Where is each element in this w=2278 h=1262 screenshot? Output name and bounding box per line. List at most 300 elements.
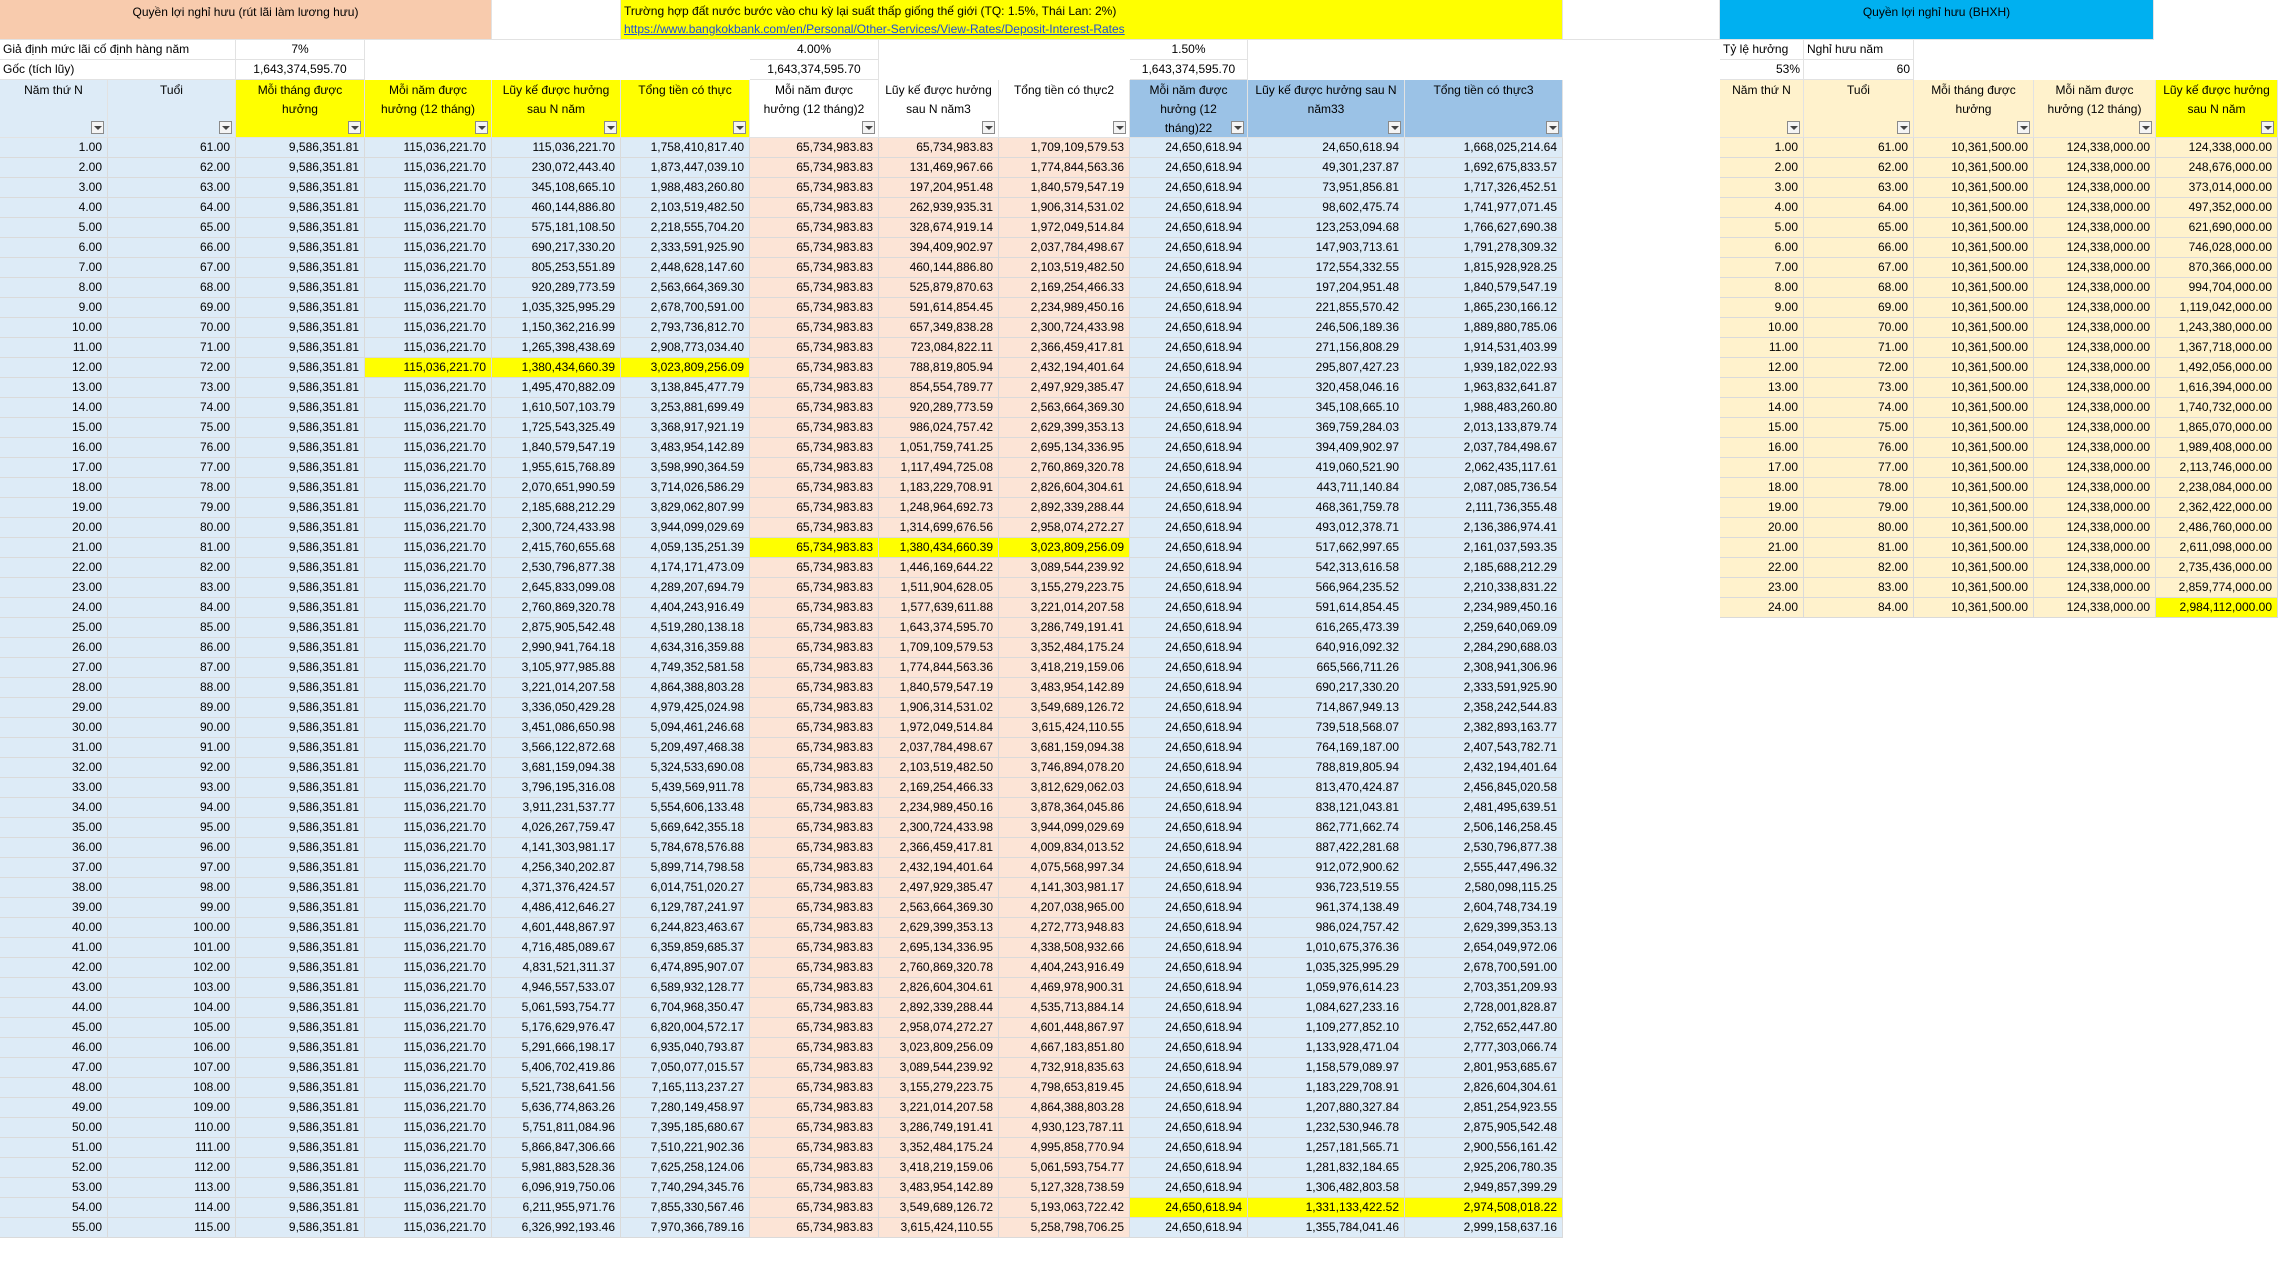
- table-cell[interactable]: 108.00: [108, 1078, 236, 1098]
- filter-dropdown-icon[interactable]: [475, 121, 488, 134]
- table-cell[interactable]: 98.00: [108, 878, 236, 898]
- table-cell[interactable]: 115,036,221.70: [365, 238, 492, 258]
- table-cell[interactable]: 591,614,854.45: [879, 298, 999, 318]
- table-cell[interactable]: 9,586,351.81: [236, 1098, 365, 1118]
- table-cell[interactable]: 5,324,533,690.08: [621, 758, 750, 778]
- table-cell[interactable]: 690,217,330.20: [492, 238, 621, 258]
- table-cell[interactable]: 3,878,364,045.86: [999, 798, 1130, 818]
- bhxh-table-cell[interactable]: 124,338,000.00: [2034, 378, 2156, 398]
- table-cell[interactable]: 4,519,280,138.18: [621, 618, 750, 638]
- table-cell[interactable]: 24,650,618.94: [1130, 338, 1248, 358]
- table-cell[interactable]: 9,586,351.81: [236, 238, 365, 258]
- table-cell[interactable]: 65,734,983.83: [750, 1018, 879, 1038]
- table-cell[interactable]: 3,714,026,586.29: [621, 478, 750, 498]
- table-cell[interactable]: 1,183,229,708.91: [1248, 1078, 1405, 1098]
- bhxh-table-cell[interactable]: 10,361,500.00: [1914, 338, 2034, 358]
- bhxh-table-cell[interactable]: 124,338,000.00: [2034, 138, 2156, 158]
- table-cell[interactable]: 68.00: [108, 278, 236, 298]
- table-cell[interactable]: 9,586,351.81: [236, 578, 365, 598]
- table-cell[interactable]: 6,014,751,020.27: [621, 878, 750, 898]
- table-cell[interactable]: 65,734,983.83: [750, 1198, 879, 1218]
- bhxh-table-cell[interactable]: 124,338,000.00: [2034, 298, 2156, 318]
- table-cell[interactable]: 115,036,221.70: [365, 458, 492, 478]
- table-cell[interactable]: 2,695,134,336.95: [999, 438, 1130, 458]
- table-cell[interactable]: 2,958,074,272.27: [879, 1018, 999, 1038]
- table-cell[interactable]: 9,586,351.81: [236, 1198, 365, 1218]
- table-cell[interactable]: 26.00: [0, 638, 108, 658]
- table-cell[interactable]: 3,368,917,921.19: [621, 418, 750, 438]
- table-cell[interactable]: 42.00: [0, 958, 108, 978]
- table-cell[interactable]: 2,892,339,288.44: [879, 998, 999, 1018]
- table-cell[interactable]: 70.00: [108, 318, 236, 338]
- bhxh-table-cell[interactable]: 77.00: [1804, 458, 1914, 478]
- table-cell[interactable]: 3,352,484,175.24: [999, 638, 1130, 658]
- table-cell[interactable]: 2,645,833,099.08: [492, 578, 621, 598]
- bhxh-table-cell[interactable]: 870,366,000.00: [2156, 258, 2278, 278]
- table-cell[interactable]: 24,650,618.94: [1130, 958, 1248, 978]
- table-cell[interactable]: 24,650,618.94: [1130, 698, 1248, 718]
- table-cell[interactable]: 65,734,983.83: [750, 198, 879, 218]
- table-cell[interactable]: 65,734,983.83: [879, 138, 999, 158]
- table-cell[interactable]: 9,586,351.81: [236, 158, 365, 178]
- table-cell[interactable]: 54.00: [0, 1198, 108, 1218]
- rate-c-value[interactable]: 1.50%: [1130, 40, 1248, 60]
- bhxh-table-cell[interactable]: 71.00: [1804, 338, 1914, 358]
- table-cell[interactable]: 65,734,983.83: [750, 558, 879, 578]
- table-cell[interactable]: 2,300,724,433.98: [999, 318, 1130, 338]
- table-cell[interactable]: 4,272,773,948.83: [999, 918, 1130, 938]
- table-cell[interactable]: 9,586,351.81: [236, 378, 365, 398]
- filter-dropdown-icon[interactable]: [91, 121, 104, 134]
- table-cell[interactable]: 115,036,221.70: [365, 1058, 492, 1078]
- table-cell[interactable]: 887,422,281.68: [1248, 838, 1405, 858]
- table-cell[interactable]: 65,734,983.83: [750, 958, 879, 978]
- table-cell[interactable]: 49,301,237.87: [1248, 158, 1405, 178]
- table-cell[interactable]: 1,380,434,660.39: [879, 538, 999, 558]
- table-cell[interactable]: 5,439,569,911.78: [621, 778, 750, 798]
- table-cell[interactable]: 115,036,221.70: [365, 818, 492, 838]
- bhxh-table-cell[interactable]: 124,338,000.00: [2034, 438, 2156, 458]
- bhxh-table-cell[interactable]: 373,014,000.00: [2156, 178, 2278, 198]
- table-cell[interactable]: 115,036,221.70: [365, 518, 492, 538]
- table-cell[interactable]: 65,734,983.83: [750, 358, 879, 378]
- table-cell[interactable]: 51.00: [0, 1138, 108, 1158]
- table-cell[interactable]: 714,867,949.13: [1248, 698, 1405, 718]
- table-cell[interactable]: 9,586,351.81: [236, 518, 365, 538]
- filter-dropdown-icon[interactable]: [733, 121, 746, 134]
- table-cell[interactable]: 72.00: [108, 358, 236, 378]
- table-cell[interactable]: 61.00: [108, 138, 236, 158]
- bhxh-table-cell[interactable]: 2,984,112,000.00: [2156, 598, 2278, 618]
- header-cumulative[interactable]: [492, 80, 621, 138]
- table-cell[interactable]: 90.00: [108, 718, 236, 738]
- table-cell[interactable]: 86.00: [108, 638, 236, 658]
- table-cell[interactable]: 1,840,579,547.19: [1405, 278, 1563, 298]
- principal-main-value[interactable]: 1,643,374,595.70: [236, 60, 365, 80]
- table-cell[interactable]: 394,409,902.97: [1248, 438, 1405, 458]
- table-cell[interactable]: 24,650,618.94: [1130, 358, 1248, 378]
- table-cell[interactable]: 1,865,230,166.12: [1405, 298, 1563, 318]
- table-cell[interactable]: 1,084,627,233.16: [1248, 998, 1405, 1018]
- bhxh-table-cell[interactable]: 7.00: [1720, 258, 1804, 278]
- header-total2[interactable]: [999, 80, 1130, 138]
- table-cell[interactable]: 468,361,759.78: [1248, 498, 1405, 518]
- table-cell[interactable]: 2,793,736,812.70: [621, 318, 750, 338]
- table-cell[interactable]: 2,037,784,498.67: [1405, 438, 1563, 458]
- table-cell[interactable]: 115,036,221.70: [365, 198, 492, 218]
- table-cell[interactable]: 115,036,221.70: [365, 798, 492, 818]
- table-cell[interactable]: 1,988,483,260.80: [1405, 398, 1563, 418]
- table-cell[interactable]: 2,497,929,385.47: [879, 878, 999, 898]
- bhxh-table-cell[interactable]: 10,361,500.00: [1914, 418, 2034, 438]
- table-cell[interactable]: 24,650,618.94: [1130, 1018, 1248, 1038]
- table-cell[interactable]: 9,586,351.81: [236, 998, 365, 1018]
- bhxh-table-cell[interactable]: 11.00: [1720, 338, 1804, 358]
- table-cell[interactable]: 24,650,618.94: [1130, 978, 1248, 998]
- table-cell[interactable]: 123,253,094.68: [1248, 218, 1405, 238]
- table-cell[interactable]: 2,037,784,498.67: [879, 738, 999, 758]
- table-cell[interactable]: 6,820,004,572.17: [621, 1018, 750, 1038]
- bhxh-table-cell[interactable]: 10,361,500.00: [1914, 278, 2034, 298]
- bhxh-table-cell[interactable]: 2,362,422,000.00: [2156, 498, 2278, 518]
- bhxh-table-cell[interactable]: 10,361,500.00: [1914, 258, 2034, 278]
- table-cell[interactable]: 24,650,618.94: [1130, 398, 1248, 418]
- table-cell[interactable]: 109.00: [108, 1098, 236, 1118]
- table-cell[interactable]: 5,291,666,198.17: [492, 1038, 621, 1058]
- bhxh-table-cell[interactable]: 70.00: [1804, 318, 1914, 338]
- table-cell[interactable]: 5,094,461,246.68: [621, 718, 750, 738]
- filter-dropdown-icon[interactable]: [982, 121, 995, 134]
- table-cell[interactable]: 2,432,194,401.64: [879, 858, 999, 878]
- table-cell[interactable]: 65,734,983.83: [750, 238, 879, 258]
- table-cell[interactable]: 91.00: [108, 738, 236, 758]
- bhxh-table-cell[interactable]: 84.00: [1804, 598, 1914, 618]
- table-cell[interactable]: 44.00: [0, 998, 108, 1018]
- bhxh-table-cell[interactable]: 12.00: [1720, 358, 1804, 378]
- table-cell[interactable]: 5,981,883,528.36: [492, 1158, 621, 1178]
- table-cell[interactable]: 2,448,628,147.60: [621, 258, 750, 278]
- table-cell[interactable]: 38.00: [0, 878, 108, 898]
- table-cell[interactable]: 3,483,954,142.89: [621, 438, 750, 458]
- table-cell[interactable]: 77.00: [108, 458, 236, 478]
- table-cell[interactable]: 4,338,508,932.66: [999, 938, 1130, 958]
- table-cell[interactable]: 1,774,844,563.36: [999, 158, 1130, 178]
- bhxh-table-cell[interactable]: 10,361,500.00: [1914, 218, 2034, 238]
- table-cell[interactable]: 24,650,618.94: [1130, 498, 1248, 518]
- table-cell[interactable]: 115,036,221.70: [365, 1178, 492, 1198]
- table-cell[interactable]: 1,988,483,260.80: [621, 178, 750, 198]
- table-cell[interactable]: 9,586,351.81: [236, 298, 365, 318]
- bhxh-table-cell[interactable]: 4.00: [1720, 198, 1804, 218]
- table-cell[interactable]: 1,717,326,452.51: [1405, 178, 1563, 198]
- table-cell[interactable]: 65,734,983.83: [750, 318, 879, 338]
- table-cell[interactable]: 9,586,351.81: [236, 958, 365, 978]
- table-cell[interactable]: 65,734,983.83: [750, 1218, 879, 1238]
- table-cell[interactable]: 22.00: [0, 558, 108, 578]
- table-cell[interactable]: 2,530,796,877.38: [1405, 838, 1563, 858]
- table-cell[interactable]: 2,308,941,306.96: [1405, 658, 1563, 678]
- table-cell[interactable]: 24,650,618.94: [1130, 258, 1248, 278]
- bhxh-table-cell[interactable]: 124,338,000.00: [2034, 258, 2156, 278]
- table-cell[interactable]: 2,284,290,688.03: [1405, 638, 1563, 658]
- table-cell[interactable]: 114.00: [108, 1198, 236, 1218]
- bhxh-table-cell[interactable]: 10,361,500.00: [1914, 138, 2034, 158]
- table-cell[interactable]: 1,840,579,547.19: [492, 438, 621, 458]
- bhxh-table-cell[interactable]: 63.00: [1804, 178, 1914, 198]
- table-cell[interactable]: 81.00: [108, 538, 236, 558]
- table-cell[interactable]: 9,586,351.81: [236, 1038, 365, 1058]
- table-cell[interactable]: 1,281,832,184.65: [1248, 1158, 1405, 1178]
- table-cell[interactable]: 2,070,651,990.59: [492, 478, 621, 498]
- table-cell[interactable]: 24,650,618.94: [1248, 138, 1405, 158]
- bhxh-table-cell[interactable]: 8.00: [1720, 278, 1804, 298]
- table-cell[interactable]: 65,734,983.83: [750, 1158, 879, 1178]
- table-cell[interactable]: 2,407,543,782.71: [1405, 738, 1563, 758]
- table-cell[interactable]: 14.00: [0, 398, 108, 418]
- table-cell[interactable]: 2,456,845,020.58: [1405, 778, 1563, 798]
- bhxh-table-cell[interactable]: 248,676,000.00: [2156, 158, 2278, 178]
- table-cell[interactable]: 2,366,459,417.81: [879, 838, 999, 858]
- bhxh-table-cell[interactable]: 76.00: [1804, 438, 1914, 458]
- table-cell[interactable]: 24,650,618.94: [1130, 438, 1248, 458]
- table-cell[interactable]: 1,446,169,644.22: [879, 558, 999, 578]
- table-cell[interactable]: 5,521,738,641.56: [492, 1078, 621, 1098]
- table-cell[interactable]: 102.00: [108, 958, 236, 978]
- table-cell[interactable]: 2,801,953,685.67: [1405, 1058, 1563, 1078]
- table-cell[interactable]: 2,432,194,401.64: [999, 358, 1130, 378]
- table-cell[interactable]: 493,012,378.71: [1248, 518, 1405, 538]
- table-cell[interactable]: 34.00: [0, 798, 108, 818]
- table-cell[interactable]: 24,650,618.94: [1130, 718, 1248, 738]
- table-cell[interactable]: 1,840,579,547.19: [999, 178, 1130, 198]
- table-cell[interactable]: 115,036,221.70: [365, 998, 492, 1018]
- table-cell[interactable]: 9,586,351.81: [236, 398, 365, 418]
- table-cell[interactable]: 24,650,618.94: [1130, 1218, 1248, 1238]
- table-cell[interactable]: 35.00: [0, 818, 108, 838]
- principal-label[interactable]: Gốc (tích lũy): [0, 60, 236, 80]
- table-cell[interactable]: 2,234,989,450.16: [1405, 598, 1563, 618]
- table-cell[interactable]: 6,326,992,193.46: [492, 1218, 621, 1238]
- bhxh-table-cell[interactable]: 10,361,500.00: [1914, 318, 2034, 338]
- table-cell[interactable]: 2,851,254,923.55: [1405, 1098, 1563, 1118]
- bhxh-table-cell[interactable]: 64.00: [1804, 198, 1914, 218]
- table-cell[interactable]: 17.00: [0, 458, 108, 478]
- table-cell[interactable]: 65,734,983.83: [750, 578, 879, 598]
- table-cell[interactable]: 2,826,604,304.61: [1405, 1078, 1563, 1098]
- table-cell[interactable]: 2,752,652,447.80: [1405, 1018, 1563, 1038]
- table-cell[interactable]: 33.00: [0, 778, 108, 798]
- principal-b-value[interactable]: 1,643,374,595.70: [750, 60, 879, 80]
- table-cell[interactable]: 1,709,109,579.53: [879, 638, 999, 658]
- table-cell[interactable]: 64.00: [108, 198, 236, 218]
- table-cell[interactable]: 7.00: [0, 258, 108, 278]
- table-cell[interactable]: 5,258,798,706.25: [999, 1218, 1130, 1238]
- table-cell[interactable]: 28.00: [0, 678, 108, 698]
- table-cell[interactable]: 4,141,303,981.17: [492, 838, 621, 858]
- table-cell[interactable]: 2,111,736,355.48: [1405, 498, 1563, 518]
- table-cell[interactable]: 9,586,351.81: [236, 358, 365, 378]
- table-cell[interactable]: 115,036,221.70: [365, 318, 492, 338]
- bhxh-table-cell[interactable]: 21.00: [1720, 538, 1804, 558]
- bhxh-table-cell[interactable]: 124,338,000.00: [2034, 238, 2156, 258]
- table-cell[interactable]: 4,749,352,581.58: [621, 658, 750, 678]
- table-cell[interactable]: 115,036,221.70: [365, 978, 492, 998]
- bhxh-table-cell[interactable]: 1,989,408,000.00: [2156, 438, 2278, 458]
- table-cell[interactable]: 4,601,448,867.97: [999, 1018, 1130, 1038]
- table-cell[interactable]: 24,650,618.94: [1130, 378, 1248, 398]
- table-cell[interactable]: 3,598,990,364.59: [621, 458, 750, 478]
- table-cell[interactable]: 4.00: [0, 198, 108, 218]
- table-cell[interactable]: 2,826,604,304.61: [879, 978, 999, 998]
- table-cell[interactable]: 6,211,955,971.76: [492, 1198, 621, 1218]
- table-cell[interactable]: 2,497,929,385.47: [999, 378, 1130, 398]
- table-cell[interactable]: 24,650,618.94: [1130, 758, 1248, 778]
- table-cell[interactable]: 657,349,838.28: [879, 318, 999, 338]
- table-cell[interactable]: 24,650,618.94: [1130, 818, 1248, 838]
- table-cell[interactable]: 24,650,618.94: [1130, 1198, 1248, 1218]
- table-cell[interactable]: 9,586,351.81: [236, 438, 365, 458]
- table-cell[interactable]: 39.00: [0, 898, 108, 918]
- table-cell[interactable]: 24,650,618.94: [1130, 1038, 1248, 1058]
- section-mid-title-cell[interactable]: [621, 0, 1563, 40]
- table-cell[interactable]: 24,650,618.94: [1130, 558, 1248, 578]
- table-cell[interactable]: 100.00: [108, 918, 236, 938]
- table-cell[interactable]: 2,678,700,591.00: [1405, 958, 1563, 978]
- filter-dropdown-icon[interactable]: [1546, 121, 1559, 134]
- bhxh-header-cumulative[interactable]: [2156, 80, 2278, 138]
- table-cell[interactable]: 1,117,494,725.08: [879, 458, 999, 478]
- table-cell[interactable]: 115,036,221.70: [365, 738, 492, 758]
- table-cell[interactable]: 18.00: [0, 478, 108, 498]
- table-cell[interactable]: 838,121,043.81: [1248, 798, 1405, 818]
- table-cell[interactable]: 1,577,639,611.88: [879, 598, 999, 618]
- bhxh-table-cell[interactable]: 124,338,000.00: [2034, 538, 2156, 558]
- table-cell[interactable]: 542,313,616.58: [1248, 558, 1405, 578]
- table-cell[interactable]: 24,650,618.94: [1130, 1078, 1248, 1098]
- table-cell[interactable]: 2,728,001,828.87: [1405, 998, 1563, 1018]
- table-cell[interactable]: 2,629,399,353.13: [879, 918, 999, 938]
- bhxh-retire-value[interactable]: 60: [1804, 60, 1914, 80]
- table-cell[interactable]: 115,036,221.70: [365, 398, 492, 418]
- table-cell[interactable]: 2.00: [0, 158, 108, 178]
- table-cell[interactable]: 65,734,983.83: [750, 778, 879, 798]
- table-cell[interactable]: 723,084,822.11: [879, 338, 999, 358]
- bhxh-table-cell[interactable]: 10,361,500.00: [1914, 238, 2034, 258]
- table-cell[interactable]: 24,650,618.94: [1130, 778, 1248, 798]
- table-cell[interactable]: 93.00: [108, 778, 236, 798]
- table-cell[interactable]: 805,253,551.89: [492, 258, 621, 278]
- table-cell[interactable]: 75.00: [108, 418, 236, 438]
- bhxh-table-cell[interactable]: 82.00: [1804, 558, 1914, 578]
- bhxh-table-cell[interactable]: 10,361,500.00: [1914, 498, 2034, 518]
- table-cell[interactable]: 2,366,459,417.81: [999, 338, 1130, 358]
- bhxh-table-cell[interactable]: 1.00: [1720, 138, 1804, 158]
- table-cell[interactable]: 6.00: [0, 238, 108, 258]
- table-cell[interactable]: 115,036,221.70: [365, 558, 492, 578]
- table-cell[interactable]: 1,906,314,531.02: [879, 698, 999, 718]
- table-cell[interactable]: 4,141,303,981.17: [999, 878, 1130, 898]
- table-cell[interactable]: 5,061,593,754.77: [492, 998, 621, 1018]
- table-cell[interactable]: 788,819,805.94: [1248, 758, 1405, 778]
- table-cell[interactable]: 99.00: [108, 898, 236, 918]
- table-cell[interactable]: 115,036,221.70: [365, 538, 492, 558]
- table-cell[interactable]: 912,072,900.62: [1248, 858, 1405, 878]
- table-cell[interactable]: 110.00: [108, 1118, 236, 1138]
- table-cell[interactable]: 7,165,113,237.27: [621, 1078, 750, 1098]
- bhxh-table-cell[interactable]: 20.00: [1720, 518, 1804, 538]
- table-cell[interactable]: 4,930,123,787.11: [999, 1118, 1130, 1138]
- table-cell[interactable]: 24,650,618.94: [1130, 458, 1248, 478]
- table-cell[interactable]: 2,103,519,482.50: [879, 758, 999, 778]
- table-cell[interactable]: 2,629,399,353.13: [1405, 918, 1563, 938]
- table-cell[interactable]: 9,586,351.81: [236, 1178, 365, 1198]
- table-cell[interactable]: 2,777,303,066.74: [1405, 1038, 1563, 1058]
- table-cell[interactable]: 1,207,880,327.84: [1248, 1098, 1405, 1118]
- table-cell[interactable]: 2,333,591,925.90: [1405, 678, 1563, 698]
- table-cell[interactable]: 3,944,099,029.69: [999, 818, 1130, 838]
- section-left-title[interactable]: Quyền lợi nghỉ hưu (rút lãi làm lương hưu): [0, 0, 492, 40]
- table-cell[interactable]: 9,586,351.81: [236, 1118, 365, 1138]
- table-cell[interactable]: 9,586,351.81: [236, 698, 365, 718]
- table-cell[interactable]: 3,105,977,985.88: [492, 658, 621, 678]
- table-cell[interactable]: 3,418,219,159.06: [879, 1158, 999, 1178]
- table-cell[interactable]: 1,972,049,514.84: [999, 218, 1130, 238]
- table-cell[interactable]: 74.00: [108, 398, 236, 418]
- table-cell[interactable]: 1,059,976,614.23: [1248, 978, 1405, 998]
- bhxh-ratio-label[interactable]: Tỷ lệ hưởng: [1720, 40, 1804, 60]
- table-cell[interactable]: 115,036,221.70: [365, 1218, 492, 1238]
- table-cell[interactable]: 2,136,386,974.41: [1405, 518, 1563, 538]
- table-cell[interactable]: 62.00: [108, 158, 236, 178]
- table-cell[interactable]: 7,625,258,124.06: [621, 1158, 750, 1178]
- table-cell[interactable]: 83.00: [108, 578, 236, 598]
- bhxh-table-cell[interactable]: 68.00: [1804, 278, 1914, 298]
- table-cell[interactable]: 5,209,497,468.38: [621, 738, 750, 758]
- table-cell[interactable]: 24,650,618.94: [1130, 898, 1248, 918]
- table-cell[interactable]: 813,470,424.87: [1248, 778, 1405, 798]
- table-cell[interactable]: 3,023,809,256.09: [879, 1038, 999, 1058]
- bhxh-table-cell[interactable]: 1,119,042,000.00: [2156, 298, 2278, 318]
- table-cell[interactable]: 24,650,618.94: [1130, 318, 1248, 338]
- bhxh-table-cell[interactable]: 3.00: [1720, 178, 1804, 198]
- table-cell[interactable]: 9,586,351.81: [236, 658, 365, 678]
- table-cell[interactable]: 89.00: [108, 698, 236, 718]
- table-cell[interactable]: 3,681,159,094.38: [492, 758, 621, 778]
- table-cell[interactable]: 6,474,895,907.07: [621, 958, 750, 978]
- table-cell[interactable]: 9,586,351.81: [236, 218, 365, 238]
- table-cell[interactable]: 2,760,869,320.78: [999, 458, 1130, 478]
- table-cell[interactable]: 2,678,700,591.00: [621, 298, 750, 318]
- filter-dropdown-icon[interactable]: [1231, 121, 1244, 134]
- table-cell[interactable]: 65,734,983.83: [750, 378, 879, 398]
- bhxh-table-cell[interactable]: 2,859,774,000.00: [2156, 578, 2278, 598]
- table-cell[interactable]: 65,734,983.83: [750, 598, 879, 618]
- table-cell[interactable]: 3,155,279,223.75: [999, 578, 1130, 598]
- table-cell[interactable]: 46.00: [0, 1038, 108, 1058]
- table-cell[interactable]: 115,036,221.70: [365, 918, 492, 938]
- table-cell[interactable]: 5,784,678,576.88: [621, 838, 750, 858]
- table-cell[interactable]: 1,963,832,641.87: [1405, 378, 1563, 398]
- table-cell[interactable]: 115,036,221.70: [365, 1038, 492, 1058]
- table-cell[interactable]: 24,650,618.94: [1130, 538, 1248, 558]
- table-cell[interactable]: 31.00: [0, 738, 108, 758]
- table-cell[interactable]: 1,840,579,547.19: [879, 678, 999, 698]
- table-cell[interactable]: 525,879,870.63: [879, 278, 999, 298]
- table-cell[interactable]: 9,586,351.81: [236, 338, 365, 358]
- table-cell[interactable]: 9,586,351.81: [236, 758, 365, 778]
- table-cell[interactable]: 2,925,206,780.35: [1405, 1158, 1563, 1178]
- table-cell[interactable]: 115,036,221.70: [365, 1098, 492, 1118]
